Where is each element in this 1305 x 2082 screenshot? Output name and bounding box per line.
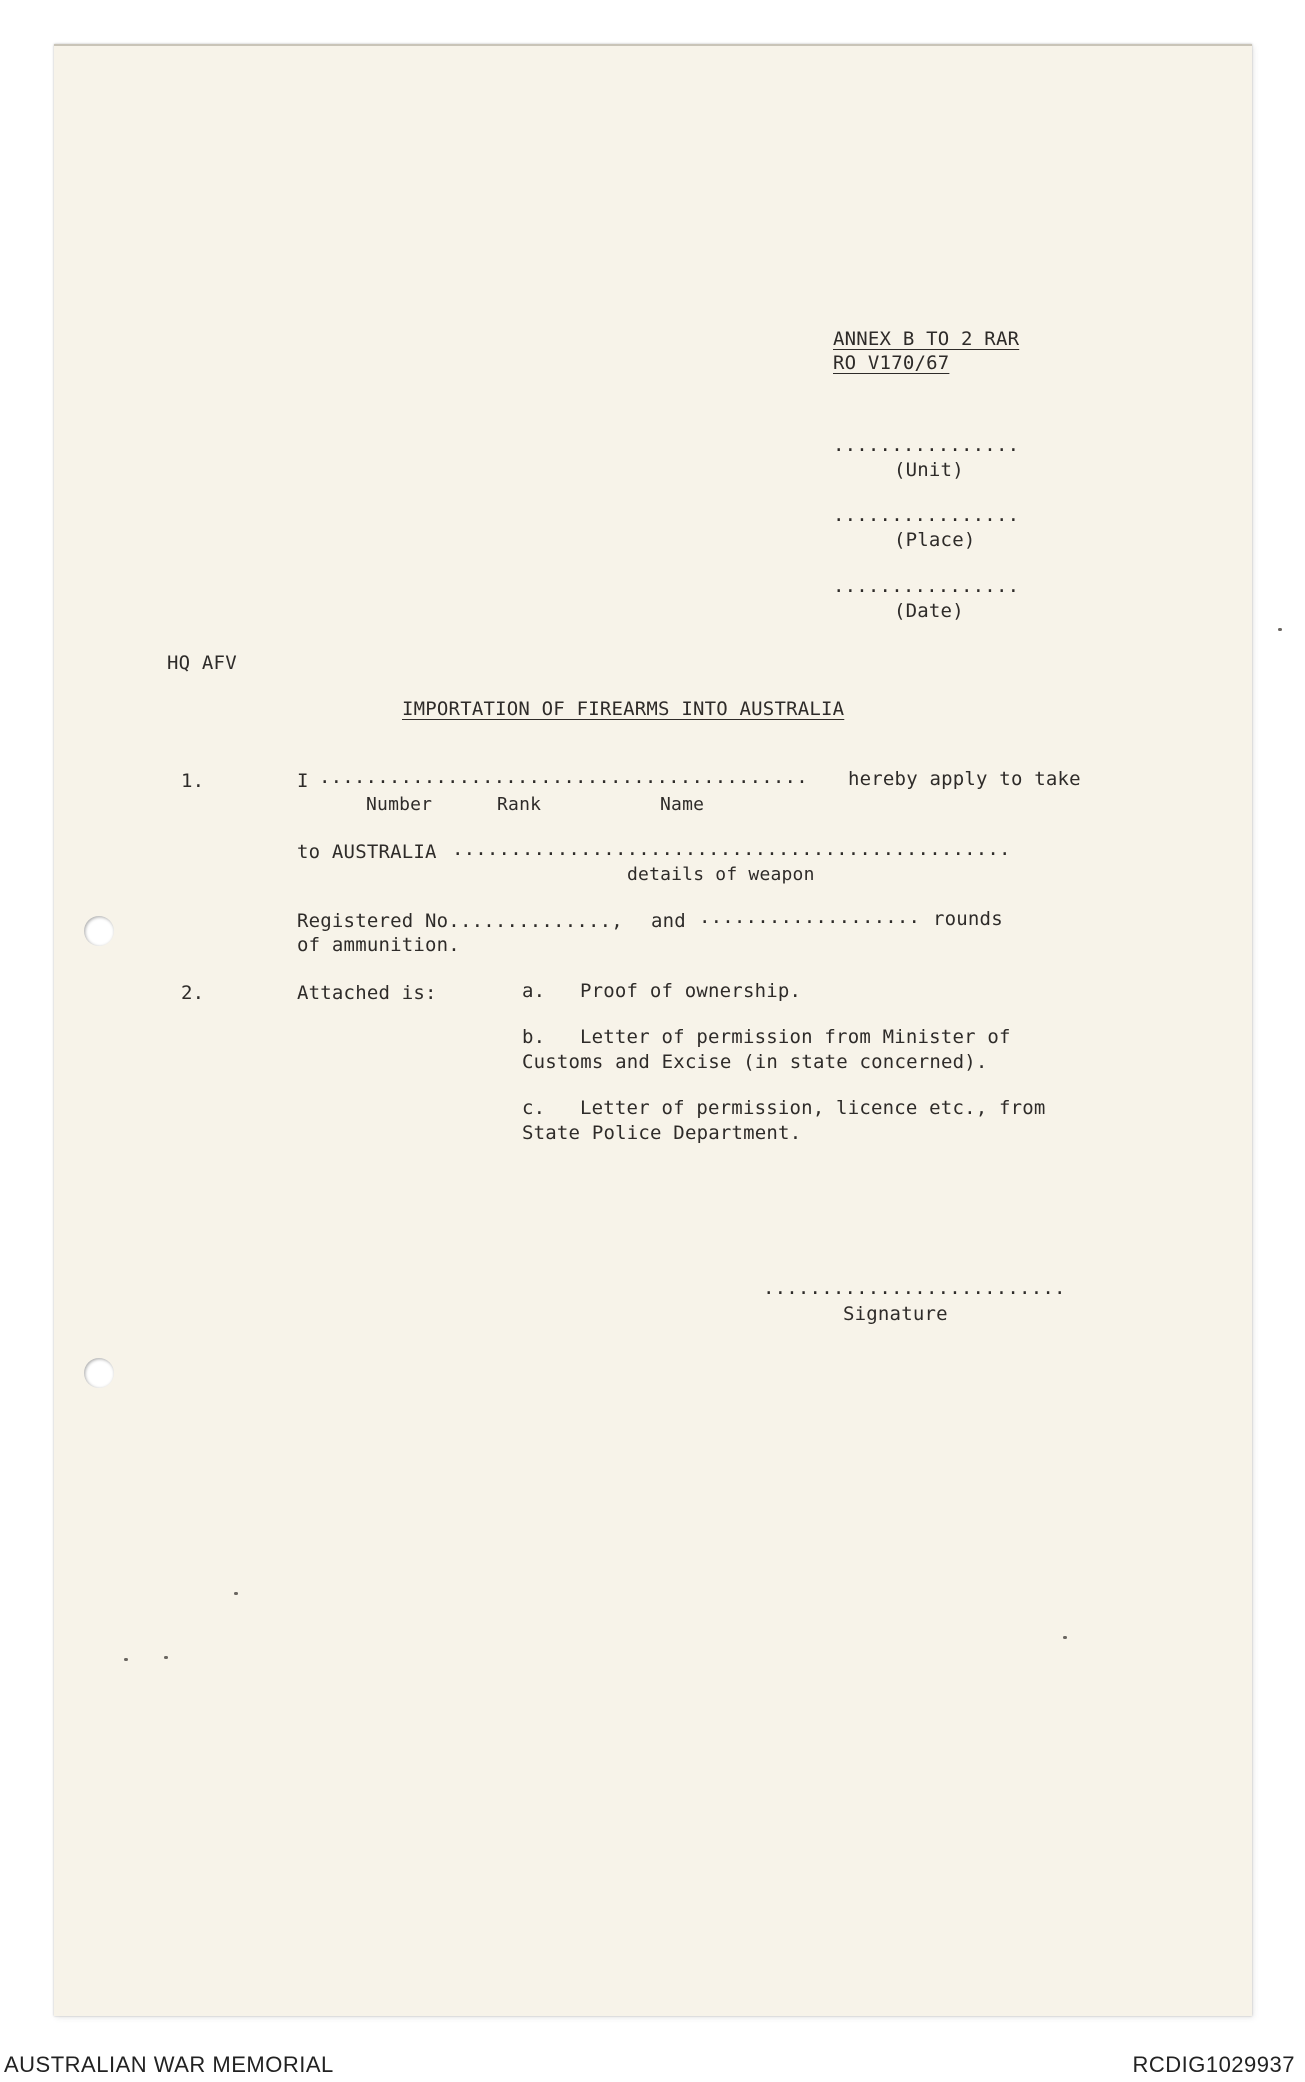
punch-hole: [84, 1358, 114, 1388]
para-1-i: I: [297, 770, 309, 792]
addressee: HQ AFV: [167, 652, 237, 674]
item-a-letter: a.: [522, 980, 546, 1002]
place-field-dots: ................: [833, 504, 1020, 526]
unit-field-label: (Unit): [894, 459, 964, 481]
item-c-text-line-2: State Police Department.: [522, 1122, 802, 1144]
item-b-text-line-2: Customs and Excise (in state concerned).: [522, 1051, 988, 1073]
ammunition-text: of ammunition.: [297, 934, 460, 956]
registered-no-label: Registered No..............,: [297, 910, 623, 932]
and-text: and: [651, 910, 686, 932]
sub-label-number: Number: [366, 794, 433, 815]
paper-speck: [1278, 628, 1282, 631]
paper-speck: [124, 1658, 128, 1661]
rounds-dots: ...................: [699, 906, 921, 928]
signature-label: Signature: [843, 1303, 948, 1325]
item-c-letter: c.: [522, 1097, 546, 1119]
rounds-text: rounds: [933, 908, 1003, 930]
annex-line-1: ANNEX B TO 2 RAR: [833, 328, 1020, 350]
attached-is-label: Attached is:: [297, 982, 437, 1004]
paper-speck: [1063, 1636, 1067, 1639]
item-c-text-line-1: Letter of permission, licence etc., from: [580, 1097, 1046, 1119]
date-field-dots: ................: [833, 575, 1020, 597]
sub-label-rank: Rank: [497, 794, 542, 815]
item-b-letter: b.: [522, 1026, 546, 1048]
document-page: [54, 44, 1252, 2016]
paper-speck: [164, 1656, 168, 1659]
annex-line-2: RO V170/67: [833, 352, 950, 374]
place-field-label: (Place): [894, 529, 976, 551]
sub-label-name: Name: [660, 794, 705, 815]
para-1-number: 1.: [181, 770, 205, 792]
to-australia-label: to AUSTRALIA: [297, 841, 437, 863]
para-1-apply-text: hereby apply to take: [848, 768, 1081, 790]
unit-field-dots: ................: [833, 434, 1020, 456]
sub-label-weapon: details of weapon: [627, 864, 815, 885]
archive-footer-right: RCDIG1029937: [1132, 2052, 1295, 2077]
archive-footer-left: AUSTRALIAN WAR MEMORIAL: [4, 2052, 334, 2077]
item-b-text-line-1: Letter of permission from Minister of: [580, 1026, 1011, 1048]
document-title: IMPORTATION OF FIREARMS INTO AUSTRALIA: [402, 698, 845, 720]
punch-hole: [84, 916, 114, 946]
para-2-number: 2.: [181, 982, 205, 1004]
item-a-text: Proof of ownership.: [580, 980, 802, 1002]
date-field-label: (Date): [894, 600, 964, 622]
para-1-name-dots: ..........................................: [319, 766, 808, 788]
signature-dots: ..........................: [763, 1277, 1066, 1299]
weapon-details-dots: ................................................: [452, 838, 1011, 860]
paper-speck: [234, 1592, 238, 1595]
